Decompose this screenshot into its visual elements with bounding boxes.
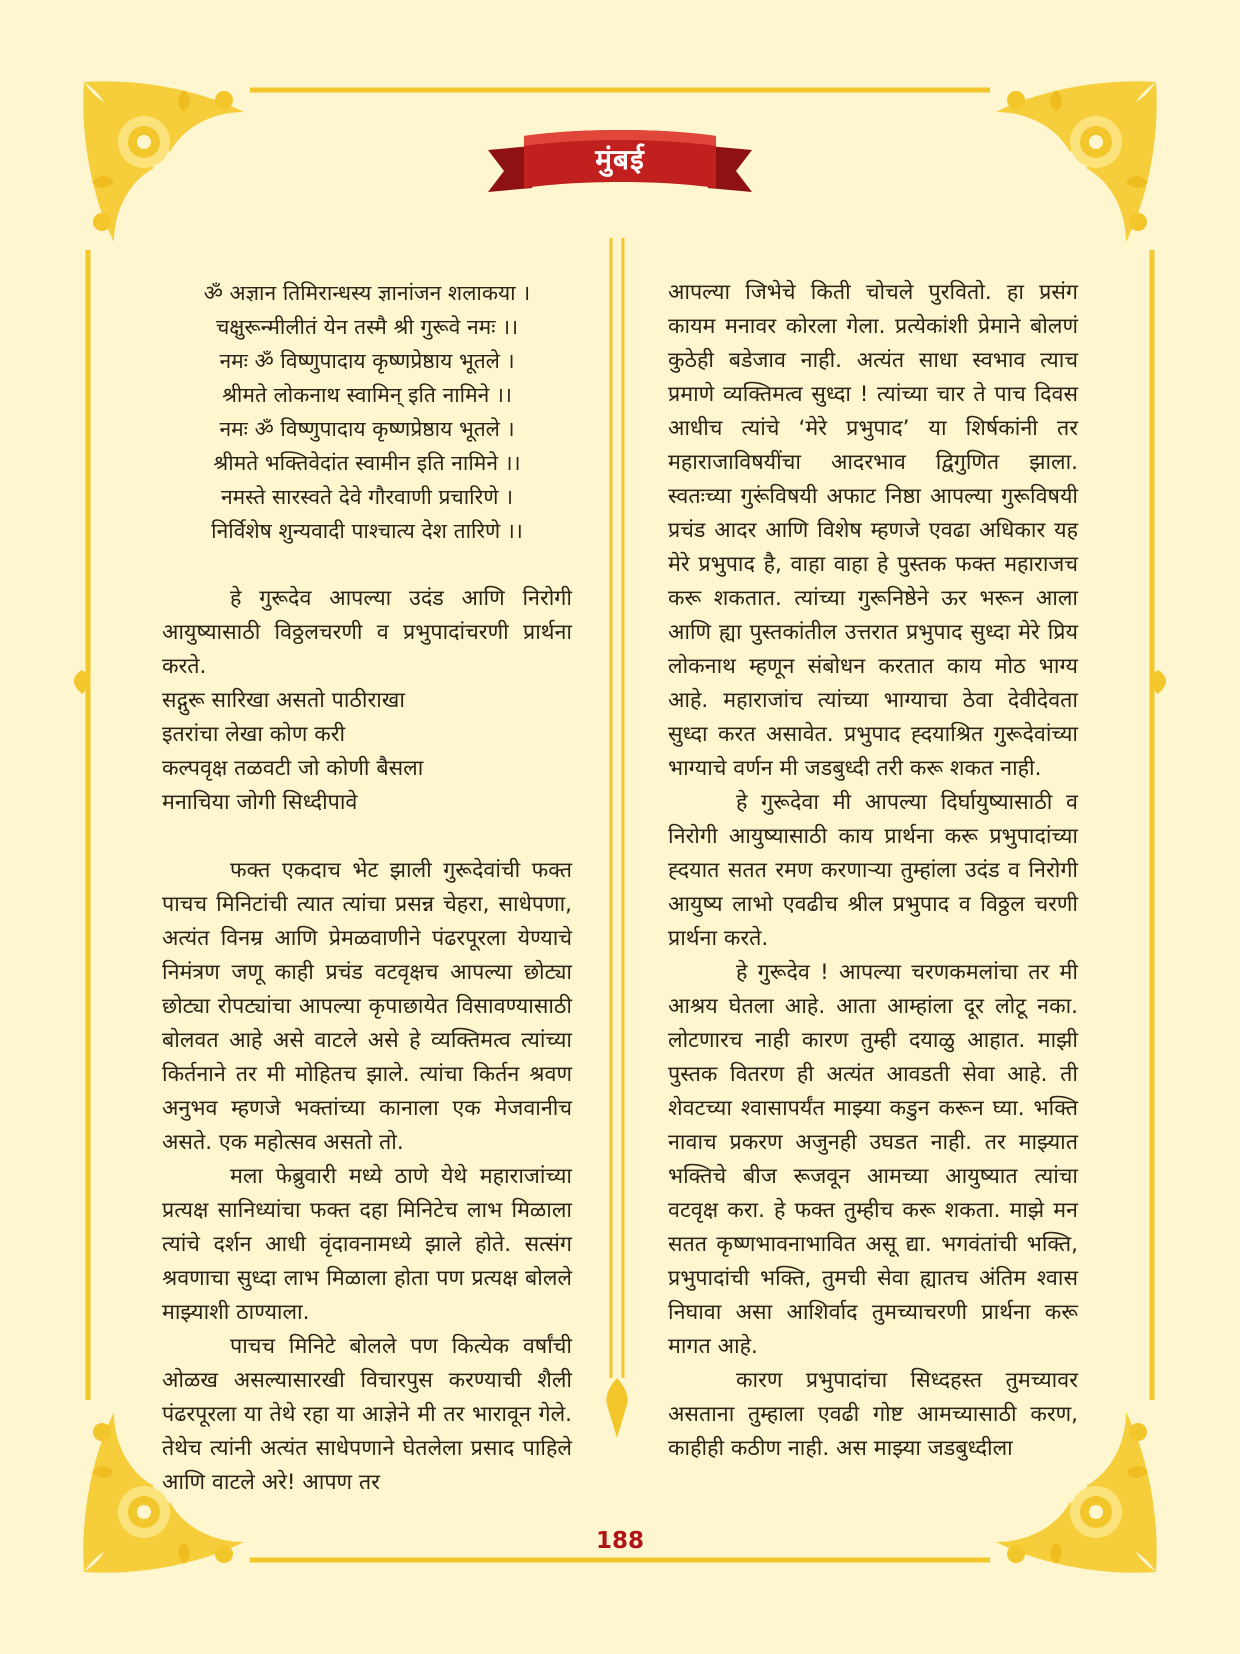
paragraph: हे गुरूदेवा मी आपल्या दिर्घायुष्यासाठी व निरोगी आयुष्यासाठी काय प्रार्थना करू प्रभुपादांच्या ह्दयात सतत रमण करणाऱ्या तुम्हांला उदंड व निरोगी आयुष्य लाभो एवढीच श्रील प्रभुपाद व विठ्ठल चरणी प्रार्थना करते. xyxy=(668,790,1078,951)
verse-line: श्रीमते भक्तिवेदांत स्वामीन इति नामिने ।। xyxy=(213,451,521,475)
verse-line: श्रीमते लोकनाथ स्वामिन् इति नामिने ।। xyxy=(222,383,512,407)
verse-line: नमः ॐ विष्णुपादाय कृष्णप्रेष्ठाय भूतले । xyxy=(219,349,515,373)
paragraph: हे गुरूदेव आपल्या उदंड आणि निरोगी आयुष्यासाठी विठ्ठलचरणी व प्रभुपादांचरणी प्रार्थना करते. xyxy=(162,586,572,679)
poem xyxy=(162,684,572,820)
right-column xyxy=(668,276,1078,1466)
poem-line: कल्पवृक्ष तळवटी जो कोणी बैसला xyxy=(162,756,424,781)
paragraph: मला फेब्रुवारी मध्ये ठाणे येथे महाराजांच्या प्रत्यक्ष सानिध्यांचा फक्त दहा मिनिटेच लाभ मिळाला त्यांचे दर्शन आधी वृंदावनामध्ये झाले होते. सत्संग श्रवणाचा सुध्दा लाभ मिळाला होता पण प्रत्यक्ष बोलले माझ्याशी ठाण्याला. xyxy=(162,1164,572,1325)
verse-line: चक्षुरून्मीलीतं येन तस्मै श्री गुरूवे नमः ।। xyxy=(215,315,519,339)
banner-title: मुंबई xyxy=(595,143,645,176)
center-divider xyxy=(602,238,632,1458)
invocation-verses xyxy=(162,276,572,548)
paragraph: कारण प्रभुपादांचा सिध्दहस्त तुमच्यावर असताना तुम्हाला एवढी गोष्ट आमच्यासाठी करण, काहीही कठीण नाही. अस माझ्या जडबुध्दीला xyxy=(668,1368,1078,1461)
left-column xyxy=(162,276,572,1500)
poem-line: सद्गुरू सारिखा असतो पाठीराखा xyxy=(162,688,405,713)
page-number: 188 xyxy=(595,1528,644,1554)
verse-line: निर्विशेष शुन्यवादी पाश्चात्य देश तारिणे ।। xyxy=(211,519,523,543)
poem-line: मनाचिया जोगी सिध्दीपावे xyxy=(162,790,358,815)
paragraph: हे गुरूदेव ! आपल्या चरणकमलांचा तर मी आश्रय घेतला आहे. आता आम्हांला दूर लोटू नका. लोटणारच नाही कारण तुम्ही दयाळु आहात. माझी पुस्तक वितरण ही अत्यंत आवडती सेवा आहे. ती शेवटच्या श्वासापर्यंत माझ्या कडुन करून घ्या. भक्ति नावाच प्रकरण अजुनही उघडत नाही. तर माझ्यात भक्तिचे बीज रूजवून आमच्या आयुष्यात त्यांचा वटवृक्ष करा. हे फक्त तुम्हीच करू शकता. माझे मन सतत कृष्णभावनाभावित असू द्या. भगवंतांची भक्ति, प्रभुपादांची भक्ति, तुमची सेवा ह्यातच अंतिम श्वास निघावा असा आशिर्वाद तुमच्याचरणी प्रार्थना करू मागत आहे. xyxy=(668,960,1078,1359)
paragraph: फक्त एकदाच भेट झाली गुरूदेवांची फक्त पाचच मिनिटांची त्यात त्यांचा प्रसन्न चेहरा, साधेपणा, अत्यंत विनम्र आणि प्रेमळवाणीने पंढरपूरला येण्याचे निमंत्रण जणू काही प्रचंड वटवृक्षच आपल्या छोट्या छोट्या रोपट्यांचा आपल्या कृपाछायेत विसावण्यासाठी बोलवत आहे असे वाटले असे हे व्यक्तिमत्व त्यांच्या किर्तनाने तर मी मोहितच झाले. त्यांचा किर्तन श्रवण अनुभव म्हणजे भक्तांच्या कानाला एक मेजवानीच असते. एक महोत्सव असतो तो. xyxy=(162,858,572,1155)
verse-line: नमस्ते सारस्वते देवे गौरवाणी प्रचारिणे । xyxy=(220,485,514,509)
verse-line: नमः ॐ विष्णुपादाय कृष्णप्रेष्ठाय भूतले । xyxy=(219,417,515,441)
paragraph: पाचच मिनिटे बोलले पण कित्येक वर्षांची ओळख असल्यासारखी विचारपुस करण्याची शैली पंढरपूरला या तेथे रहा या आज्ञेने मी तर भारावून गेले. तेथेच त्यांनी अत्यंत साधेपणाने घेतलेला प्रसाद पाहिले आणि वाटले अरे! आपण तर xyxy=(162,1334,572,1495)
poem-line: इतरांचा लेखा कोण करी xyxy=(162,722,346,747)
verse-line: ॐ अज्ञान तिमिरान्धस्य ज्ञानांजन शलाकया । xyxy=(203,281,531,305)
paragraph: आपल्या जिभेचे किती चोचले पुरवितो. हा प्रसंग कायम मनावर कोरला गेला. प्रत्येकांशी प्रेमाने बोलणं कुठेही बडेजाव नाही. अत्यंत साधा स्वभाव त्याच प्रमाणे व्यक्तिमत्व सुध्दा ! त्यांच्या चार ते पाच दिवस आधीच त्यांचे ‘मेरे प्रभुपाद’ या शिर्षकांनी तर महाराजाविषयींचा आदरभाव द्विगुणित झाला. स्वतःच्या गुरूंविषयी अफाट निष्ठा आपल्या गुरूविषयी प्रचंड आदर आणि विशेष म्हणजे एवढा अधिकार यह मेरे प्रभुपाद है, वाहा वाहा हे पुस्तक फक्त महाराजच करू शकतात. त्यांच्या गुरूनिष्ठेने ऊर भरून आला आणि ह्या पुस्तकांतील उत्तरात प्रभुपाद सुध्दा मेरे प्रिय लोकनाथ म्हणून संबोधन करतात काय मोठ भाग्य आहे. महाराजांच त्यांच्या भाग्याचा ठेवा देवीदेवता सुध्दा करत असावेत. प्रभुपाद ह्दयाश्रित गुरूदेवांच्या भाग्याचे वर्णन मी जडबुध्दी तरी करू शकत नाही. xyxy=(668,280,1078,781)
